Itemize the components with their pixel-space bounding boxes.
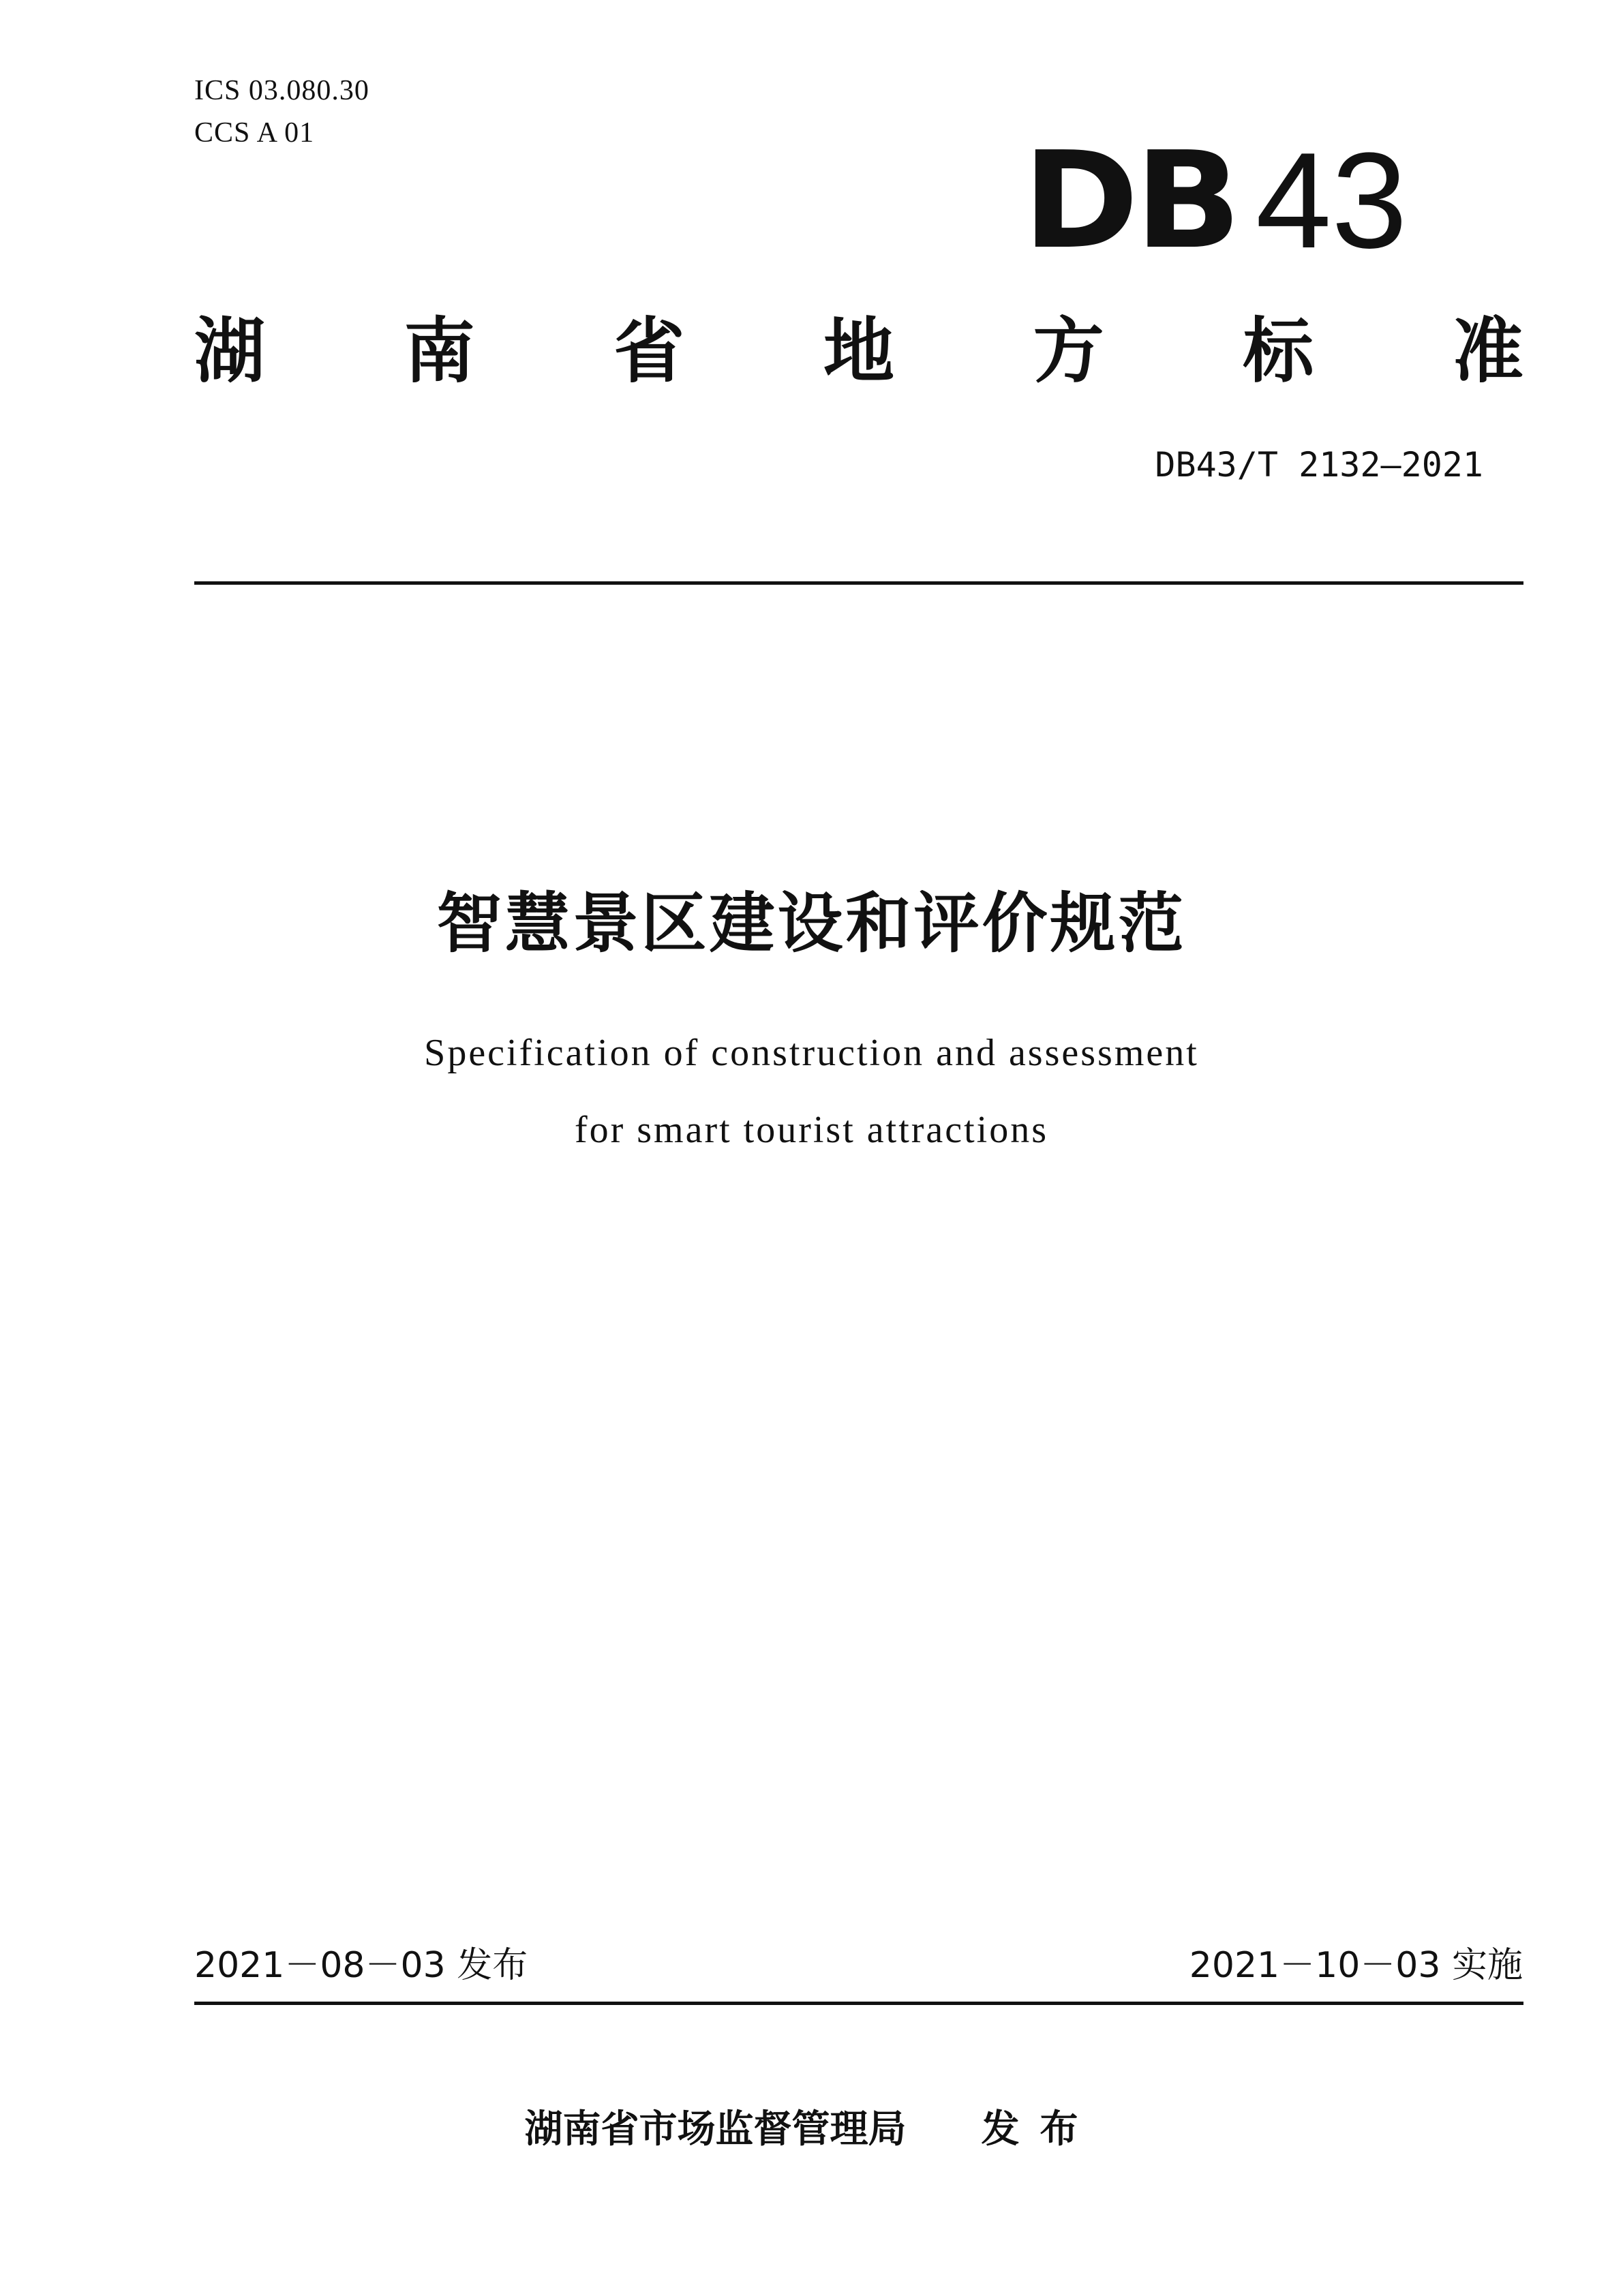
- publisher-action: 发布: [981, 2107, 1099, 2152]
- ics-code: ICS 03.080.30: [194, 75, 369, 106]
- ccs-code: CCS A 01: [194, 117, 315, 149]
- category-char-3: 省: [613, 309, 685, 393]
- category-char-2: 南: [404, 309, 475, 393]
- publisher-line: [0, 2102, 1623, 2157]
- category-char-4: 地: [823, 309, 894, 393]
- standard-category-title: [194, 303, 1523, 399]
- publish-date: 2021－08－03 发布: [194, 1945, 528, 1986]
- english-title-line-1: Specification of construction and assessment: [424, 1032, 1199, 1074]
- db-logo-number: 43: [1256, 125, 1408, 277]
- publisher-name: 湖南省市场监督管理局: [524, 2107, 907, 2152]
- category-char-5: 方: [1033, 309, 1104, 393]
- category-char-6: 标: [1243, 309, 1314, 393]
- db43-logo: [1022, 123, 1408, 279]
- category-char-1: 湖: [194, 309, 266, 393]
- implement-date: 2021－10－03 实施: [1189, 1945, 1523, 1986]
- bottom-divider: [194, 2002, 1523, 2005]
- english-title-line-2: for smart tourist attractions: [574, 1109, 1049, 1151]
- category-char-7: 准: [1452, 309, 1523, 393]
- standard-number: DB43/T 2132—2021: [1155, 445, 1483, 485]
- db-logo-letters: DB: [1022, 123, 1238, 279]
- top-divider: [194, 581, 1523, 585]
- chinese-title: 智慧景区建设和评价规范: [436, 885, 1187, 962]
